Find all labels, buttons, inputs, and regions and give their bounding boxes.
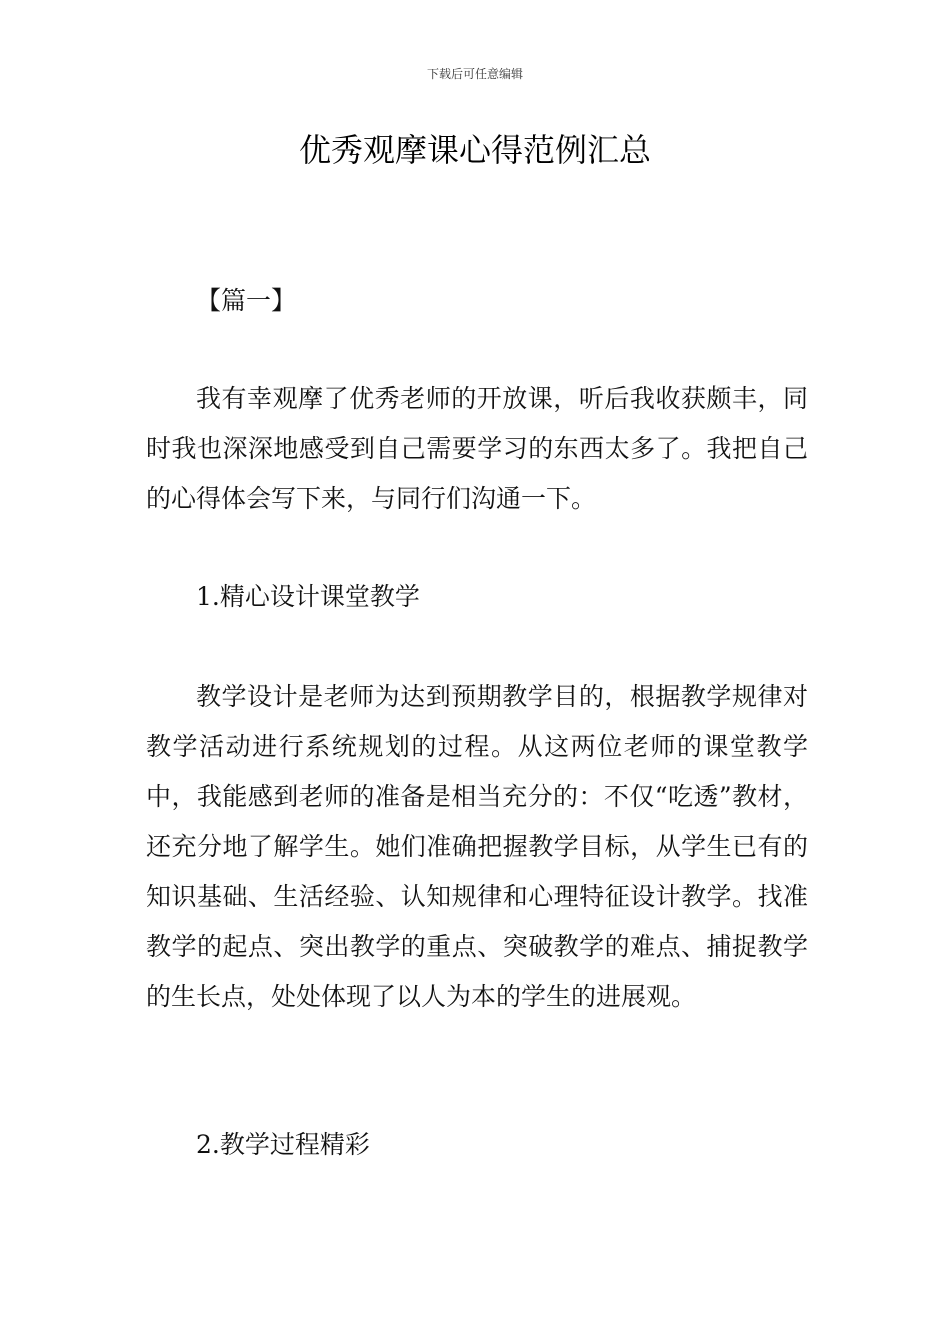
section-heading-1: 1.精心设计课堂教学	[196, 582, 420, 611]
section-tag: 【篇一】	[196, 286, 297, 315]
paragraph-teaching-design: 教学设计是老师为达到预期教学目的，根据教学规律对教学活动进行系统规划的过程。从这两位老师的课堂教学中，我能感到老师的准备是相当充分的：不仅“吃透”教材，还充分地了解学生。她们准确把握教学目标，从学生已有的知识基础、生活经验、认知规律和心理特征设计教学。找准教学的起点、突出教学的重点、突破教学的难点、捕捉教学的生长点，处处体现了以人为本的学生的进展观。	[146, 682, 808, 1011]
header-note: 下载后可任意编辑	[426, 67, 523, 81]
section-heading-2: 2.教学过程精彩	[196, 1130, 370, 1159]
paragraph-intro: 我有幸观摩了优秀老师的开放课，听后我收获颇丰，同时我也深深地感受到自己需要学习的东西太多了。我把自己的心得体会写下来，与同行们沟通一下。	[146, 384, 808, 513]
page-title: 优秀观摩课心得范例汇总	[298, 131, 651, 169]
